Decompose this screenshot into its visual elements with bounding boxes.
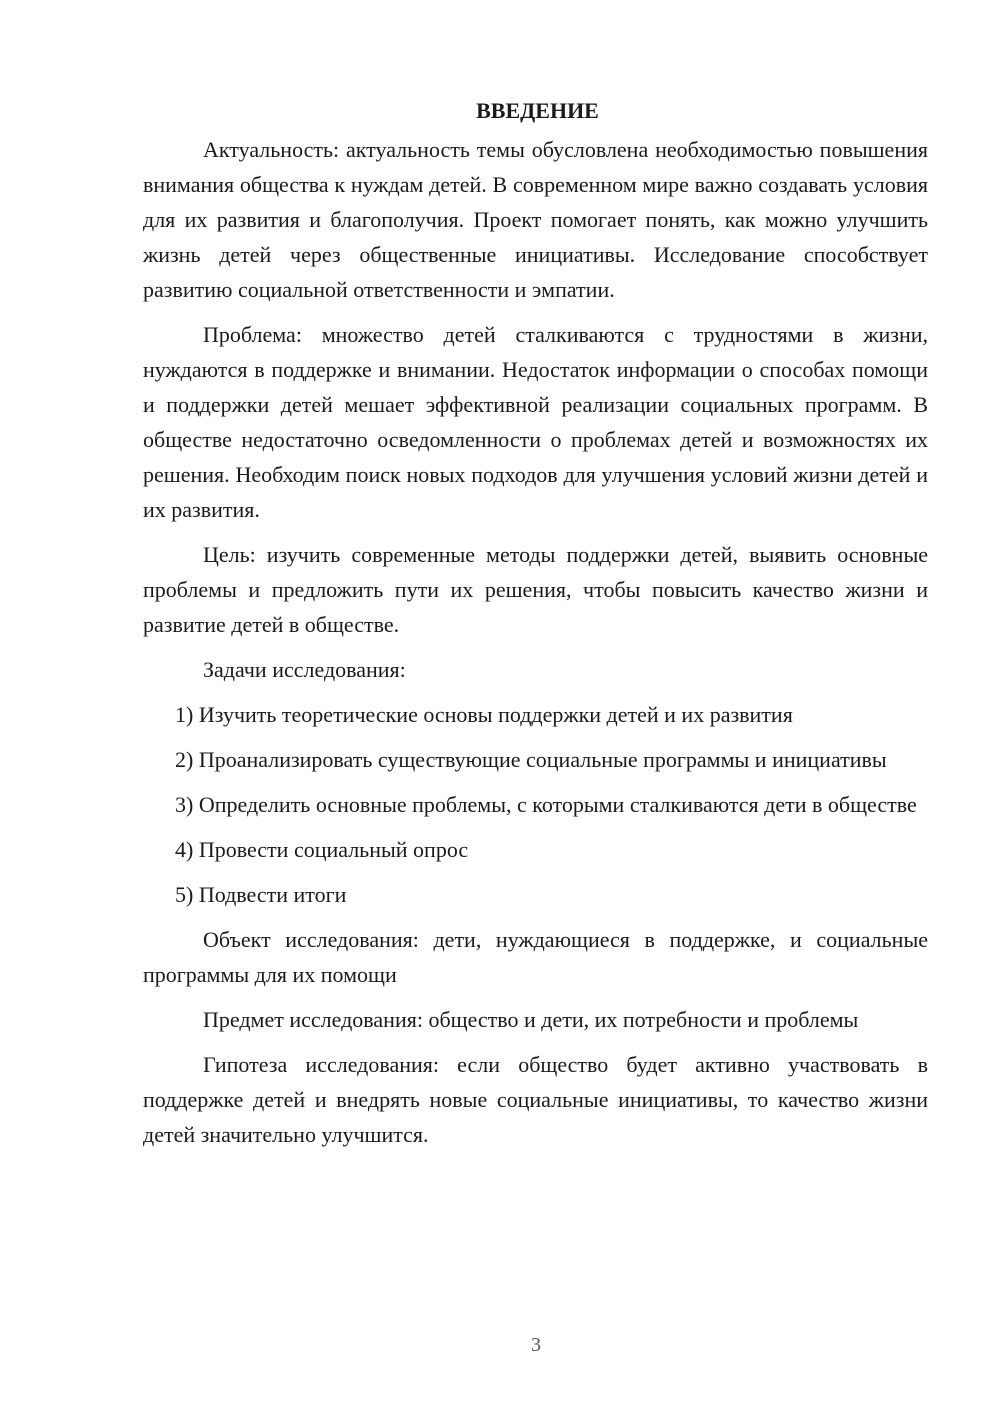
page-content: [143, 96, 928, 1162]
goal-paragraph: Цель: изучить современные методы поддержки детей, выявить основные проблемы и предложить пути их решения, чтобы повысить качество жизни и развитие детей в обществе.: [143, 542, 928, 637]
problem-paragraph: Проблема: множество детей сталкиваются с трудностями в жизни, нуждаются в поддержке и внимании. Недостаток информации о способах помощи и поддержки детей мешает эффективной реализации социальных программ. В обществе недостаточно осведомленности о проблемах детей и возможностях их решения. Необходим поиск новых подходов для улучшения условий жизни детей и их развития.: [143, 322, 928, 522]
task-item-3: 3) Определить основные проблемы, с которыми сталкиваются дети в обществе: [175, 792, 917, 817]
task-item-5: 5) Подвести итоги: [175, 882, 347, 907]
task-item-1: 1) Изучить теоретические основы поддержки детей и их развития: [175, 702, 793, 727]
relevance-paragraph: Актуальность: актуальность темы обусловлена необходимостью повышения внимания общества к нуждам детей. В современном мире важно создавать условия для их развития и благополучия. Проект помогает понять, как можно улучшить жизнь детей через общественные инициативы. Исследование способствует развитию социальной ответственности и эмпатии.: [143, 137, 928, 302]
tasks-heading: Задачи исследования:: [203, 657, 406, 682]
section-title: ВВЕДЕНИЕ: [476, 98, 599, 123]
task-item-4: 4) Провести социальный опрос: [175, 837, 469, 862]
task-item-2: 2) Проанализировать существующие социальные программы и инициативы: [175, 747, 887, 772]
object-paragraph: Объект исследования: дети, нуждающиеся в поддержке, и социальные программы для их помощи: [143, 927, 928, 987]
page-number: 3: [531, 1334, 541, 1356]
hypothesis-paragraph: Гипотеза исследования: если общество будет активно участвовать в поддержке детей и внедрять новые социальные инициативы, то качество жизни детей значительно улучшится.: [143, 1052, 928, 1147]
subject-paragraph: Предмет исследования: общество и дети, их потребности и проблемы: [203, 1007, 859, 1032]
